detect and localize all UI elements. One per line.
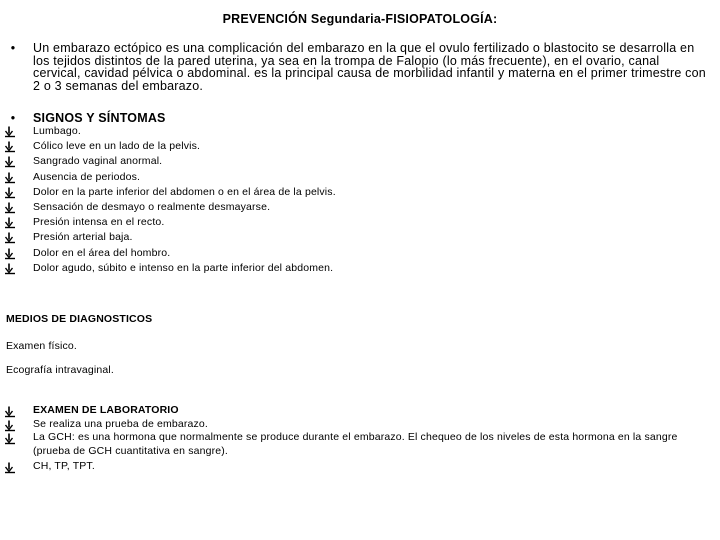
arrow-bullet-icon [4, 187, 16, 199]
arrow-bullet-icon [4, 217, 16, 229]
list-item [4, 215, 710, 230]
list-item [4, 418, 710, 432]
symptom-text: Ausencia de periodos. [33, 170, 141, 183]
bullet-dot-icon: • [10, 111, 16, 125]
signs-heading: SIGNOS Y SÍNTOMAS [33, 111, 166, 125]
lab-item-text: Se realiza una prueba de embarazo. [33, 417, 208, 430]
arrow-bullet-icon [4, 172, 16, 184]
list-item [4, 230, 710, 245]
arrow-bullet-icon [4, 141, 16, 153]
symptom-text: Dolor en el área del hombro. [33, 246, 171, 259]
definition-text: Un embarazo ectópico es una complicación del embarazo en la que el ovulo fertilizado o blastocito se desarrolla en los tejidos distintos de la pared uterina, ya sea en la trompa de Falopio (lo más frecuente), en el ovario, canal cervical, cavidad pélvica o abdominal. es la principal causa de morbilidad infantil y materna en el primer trimestre con 2 o 3 semanas del embarazo. [33, 41, 706, 93]
list-item [4, 139, 710, 154]
arrow-bullet-icon [4, 156, 16, 168]
arrow-bullet-icon [4, 263, 16, 275]
diagnostics-heading: MEDIOS DE DIAGNOSTICOS [6, 313, 153, 325]
lab-item-text: CH, TP, TPT. [33, 459, 95, 472]
symptom-text: Lumbago. [33, 125, 81, 137]
list-item [4, 460, 710, 474]
symptom-text: Dolor agudo, súbito e intenso en la parte inferior del abdomen. [33, 261, 334, 274]
arrow-bullet-icon [4, 433, 16, 445]
list-item [4, 404, 710, 418]
arrow-bullet-icon [4, 248, 16, 260]
symptom-text: Dolor en la parte inferior del abdomen o en el área de la pelvis. [33, 185, 336, 198]
symptoms-list [4, 124, 710, 276]
arrow-bullet-icon [4, 202, 16, 214]
list-item [4, 185, 710, 200]
list-item [4, 124, 710, 139]
arrow-bullet-icon [4, 420, 16, 432]
list-item [4, 154, 710, 169]
bullet-dot-icon: • [10, 41, 16, 55]
arrow-bullet-icon [4, 462, 16, 474]
list-item [4, 261, 710, 276]
arrow-bullet-icon [4, 232, 16, 244]
list-item [4, 246, 710, 261]
symptom-text: Presión intensa en el recto. [33, 216, 165, 229]
symptom-text: Sensación de desmayo o realmente desmayarse. [33, 201, 271, 214]
arrow-bullet-icon [4, 406, 16, 418]
list-item [4, 170, 710, 185]
lab-item-text: La GCH: es una hormona que normalmente se produce durante el embarazo. El chequeo de los niveles de esta hormona en la sangre (prueba de GCH cuantitativa en sangre). [33, 431, 678, 457]
ultrasound-text: Ecografía intravaginal. [6, 364, 114, 376]
symptom-text: Cólico leve en un lado de la pelvis. [33, 140, 201, 153]
list-item [4, 200, 710, 215]
page-title: PREVENCIÓN Segundaria-FISIOPATOLOGÍA: [222, 12, 498, 26]
list-item [4, 431, 710, 458]
lab-heading: EXAMEN DE LABORATORIO [33, 404, 179, 416]
symptom-text: Sangrado vaginal anormal. [33, 155, 163, 168]
lab-list [4, 404, 710, 473]
symptom-text: Presión arterial baja. [33, 231, 133, 244]
arrow-bullet-icon [4, 126, 16, 138]
exam-text: Examen físico. [6, 340, 77, 352]
